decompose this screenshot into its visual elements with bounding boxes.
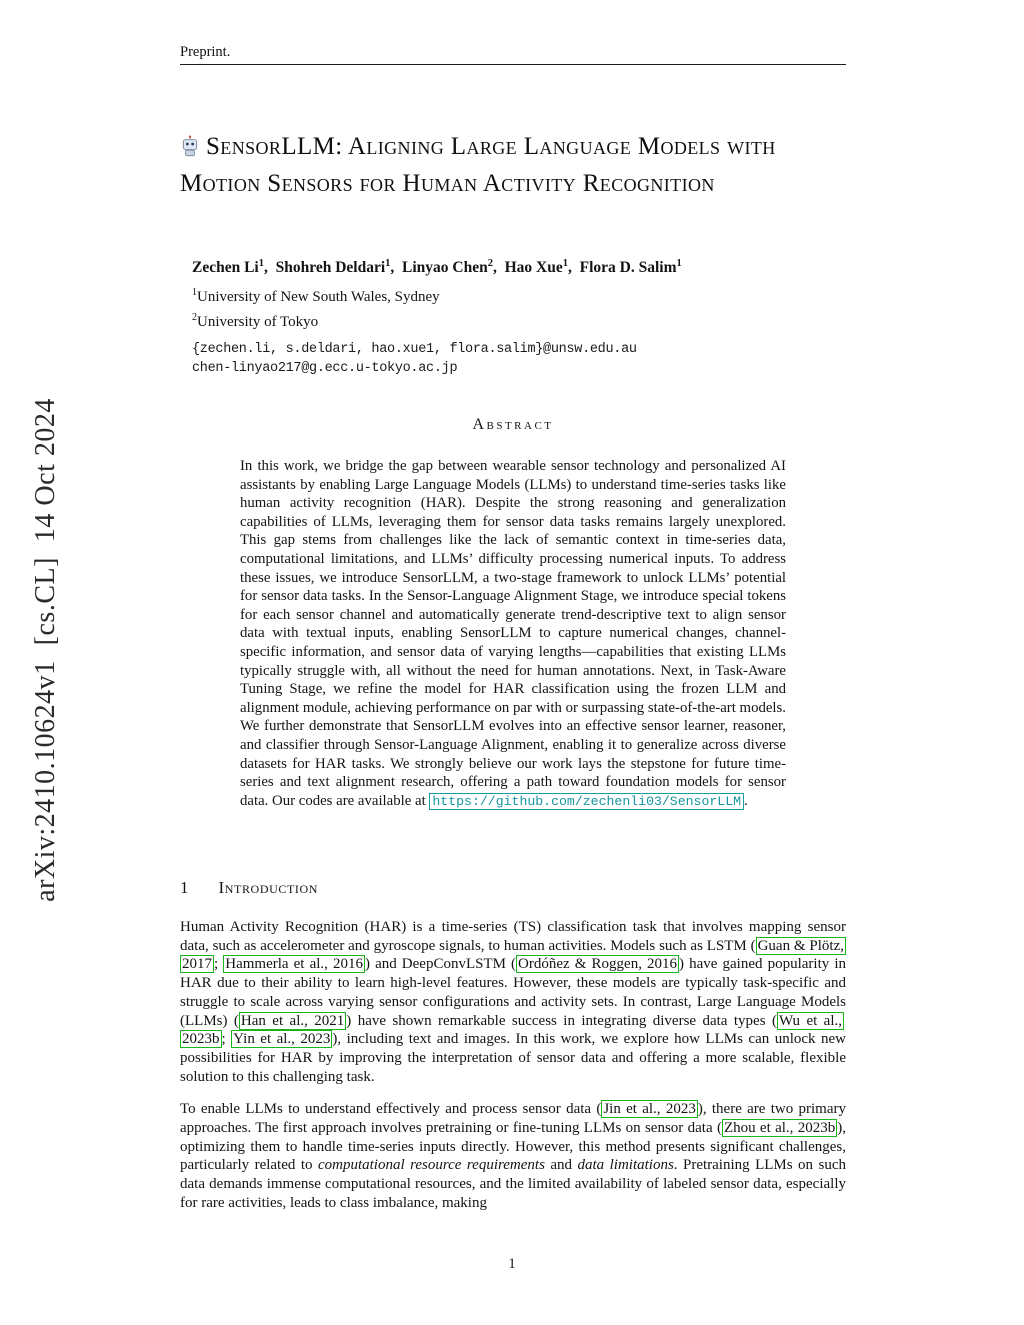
body-text: and (544, 1157, 578, 1174)
author-name: Hao Xue$^1$ (504, 258, 568, 277)
robot-emoji-icon (180, 133, 200, 167)
citation-link[interactable]: Hammerla et al., 2016 (225, 956, 363, 973)
affiliations-block (192, 283, 848, 332)
body-text: ; (221, 1031, 232, 1048)
preprint-label: Preprint. (180, 44, 231, 60)
citation-link[interactable]: Wu et al., 2023b (182, 1012, 843, 1048)
section-number: 1 (180, 878, 189, 897)
citation-link[interactable]: Jin et al., 2023 (603, 1101, 696, 1118)
paper-title (180, 130, 848, 201)
body-text: ) have gained popularity in HAR due to their ability to learn high-level features. However, these models are typically task-specific and struggle to scale across varying sensor configurations and activity sets. In contrast, Large Language Models (LLMs) ( (180, 956, 846, 1029)
body-text: In this work, we bridge the gap between wearable sensor technology and personalized AI assistants by enabling Large Language Models (LLMs) to understand time-series tasks like human activity recognition (HAR). Despite the strong reasoning and generalization capabilities of LLMs, leveraging them for sensor data tasks remains largely unexplored. This gap stems from challenges like the lack of semantic context in time-series data, computational limitations, and LLMs’ difficulty processing numerical inputs. To address these issues, we introduce SensorLLM, a two-stage framework to unlock LLMs’ potential for sensor data tasks. In the Sensor-Language Alignment Stage, we introduce special tokens for each sensor channel and automatically generate trend-descriptive text to align sensor data with textual inputs, enabling SensorLLM to capture numerical changes, channel-specific information, and sensor data of varying lengths—capabilities that existing LLMs typically struggle with, all without the need for human annotations. Next, in Task-Aware Tuning Stage, we refine the model for HAR classification using the frozen LLM and alignment module, achieving performance on par with or surpassing state-of-the-art models. We further demonstrate that SensorLLM evolves into an effective sensor learner, reasoner, and classifier through Sensor-Language Alignment, enabling it to generalize across diverse datasets for HAR tasks. We strongly believe our work lays the stepstone for future time-series and text alignment research, offering a path toward foundation models for sensor data. Our codes are available at (240, 458, 786, 809)
email-line: chen-linyao217@g.ecc.u-tokyo.ac.jp (192, 361, 458, 377)
body-text: ; (214, 956, 224, 973)
intro-paragraph-2 (180, 1100, 846, 1212)
body-text: Human Activity Recognition (HAR) is a time-series (TS) classification task that involves mapping sensor data, such as accelerometer and gyroscope signals, to human activities. Models such as LSTM ( (180, 919, 846, 954)
paper-title-text: SensorLLM: Aligning Large Language Models with Motion Sensors for Human Activity Recognition (180, 133, 776, 197)
arxiv-stamp: arXiv:2410.10624v1 [cs.CL] 14 Oct 2024 (30, 398, 61, 902)
abstract-text (240, 457, 786, 811)
author-name: Linyao Chen$^2$ (402, 258, 493, 277)
affiliation: $^2$University of Tokyo (192, 311, 319, 330)
author-name: Flora D. Salim$^1$ (579, 258, 682, 277)
emphasis-text: computational resource requirements (317, 1157, 545, 1174)
byline-block (192, 258, 848, 378)
body-text: ), there are two primary approaches. The first approach involves pretraining or fine-tuning LLMs on sensor data ( (180, 1101, 846, 1137)
emphasis-text: data limitations (577, 1157, 674, 1174)
abstract-heading: Abstract (472, 416, 554, 433)
intro-paragraph-1 (180, 918, 846, 1086)
page-number: 1 (508, 1256, 516, 1272)
citation-link[interactable]: Yin et al., 2023 (233, 1031, 331, 1048)
citation-link[interactable]: Han et al., 2021 (240, 1012, 345, 1029)
body-text: . (744, 792, 748, 809)
header-rule (180, 64, 846, 65)
emails-block (192, 340, 848, 378)
body-text: ), including text and images. In this work, we explore how LLMs can unlock new possibilities for HAR by improving the interpretation of sensor data and offering a more scalable, flexible solution to this challenging task. (180, 1031, 846, 1085)
external-link[interactable]: https://github.com/zechenli03/SensorLLM (429, 793, 744, 810)
authors-line: Zechen Li$^1$, Shohreh Deldari$^1$, Linyao Chen$^2$, Hao Xue$^1$, Flora D. Salim$^1$ (192, 258, 682, 277)
body-text: ) and DeepConvLSTM ( (364, 956, 517, 973)
citation-link[interactable]: Guan & Plötz, 2017 (182, 937, 844, 973)
introduction-section (180, 878, 846, 1227)
section-heading (180, 878, 846, 898)
citation-link[interactable]: Ordóñez & Roggen, 2016 (518, 956, 678, 973)
body-text: . Pretraining LLMs on such data demands immense computational resources, and the limited availability of labeled sensor data, especially for rare activities, leads to class imbalance, making (180, 1157, 846, 1211)
author-name: Shohreh Deldari$^1$ (275, 258, 391, 277)
affiliation: $^1$University of New South Wales, Sydney (192, 287, 440, 306)
section-title: Introduction (218, 878, 319, 897)
body-text: ), optimizing them to handle time-series inputs directly. However, this method presents significant challenges, particularly related to (180, 1120, 846, 1174)
body-text: ) have shown remarkable success in integrating diverse data types ( (346, 1012, 777, 1029)
author-name: Zechen Li$^1$ (192, 258, 264, 277)
body-text: To enable LLMs to understand effectively and process sensor data ( (180, 1101, 602, 1118)
citation-link[interactable]: Zhou et al., 2023b (723, 1120, 836, 1137)
email-line: {zechen.li, s.deldari, hao.xue1, flora.salim}@unsw.edu.au (192, 342, 637, 358)
